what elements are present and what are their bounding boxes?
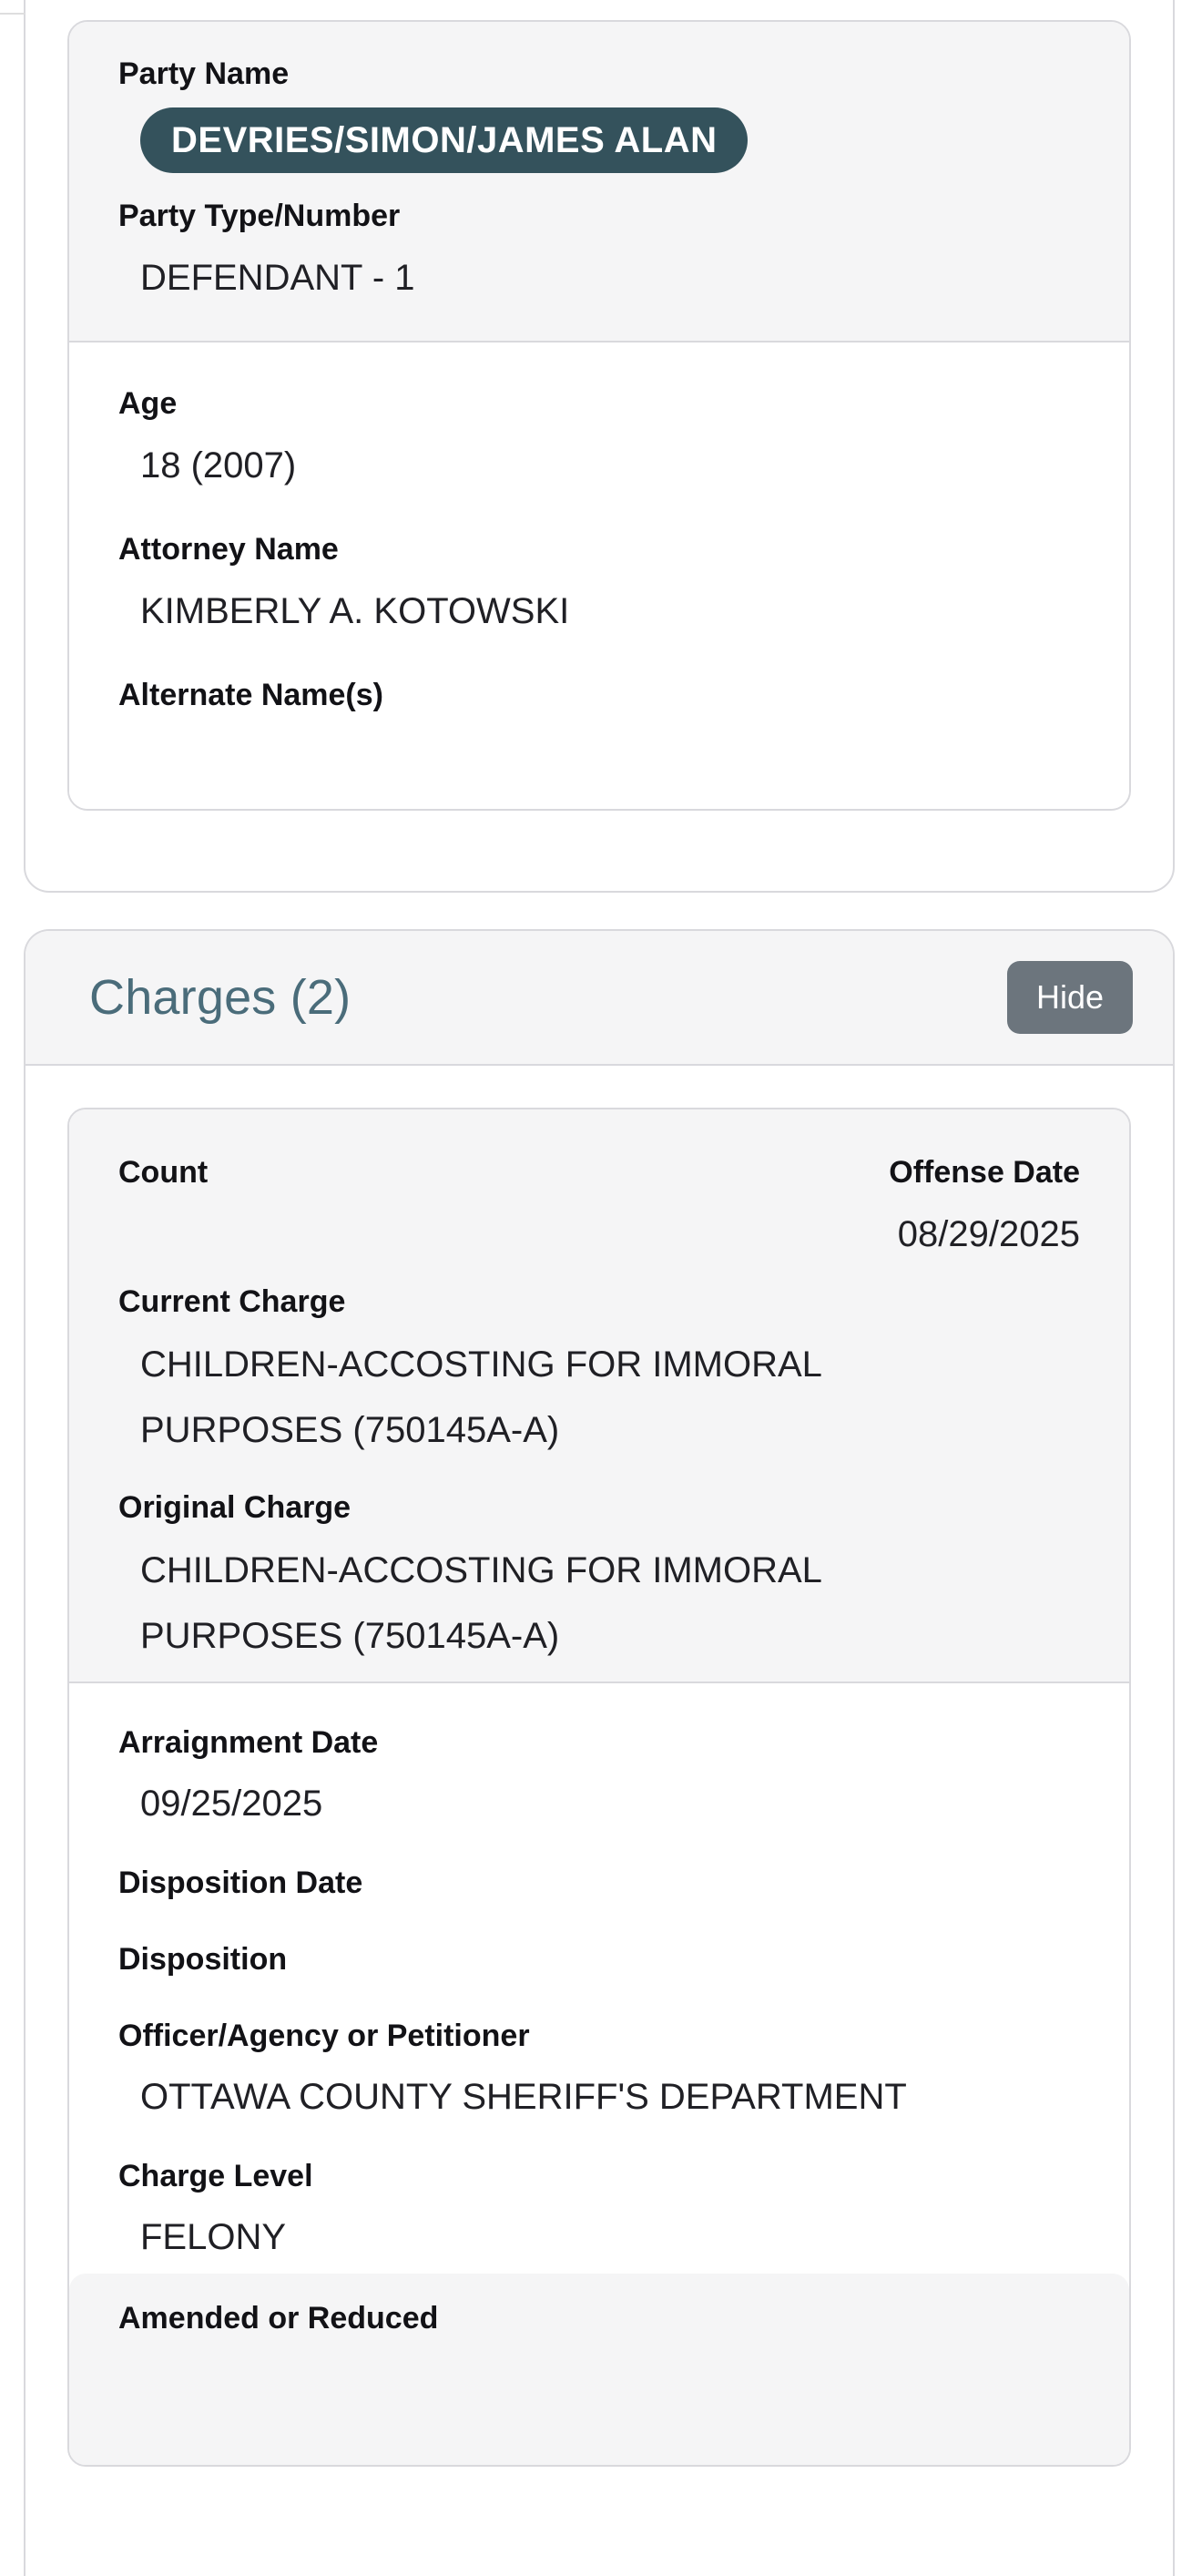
- charge-card: [67, 1108, 1131, 2467]
- charge-level-field: [118, 2157, 1080, 2259]
- charge-card-top-section: [69, 1109, 1129, 1683]
- arraignment-date-field: [118, 1723, 1080, 1825]
- hide-charges-button[interactable]: Hide: [1007, 961, 1133, 1034]
- current-charge-field: [118, 1283, 1080, 1463]
- party-type-label: Party Type/Number: [118, 199, 401, 233]
- charge-level-label: Charge Level: [118, 2159, 313, 2193]
- age-field: [118, 384, 1080, 488]
- arraignment-date-value: 09/25/2025: [140, 1784, 323, 1824]
- current-charge-line-1: CHILDREN-ACCOSTING FOR IMMORAL: [140, 1344, 822, 1385]
- original-charge-field: [118, 1488, 1080, 1669]
- officer-agency-value: OTTAWA COUNTY SHERIFF'S DEPARTMENT: [140, 2077, 907, 2117]
- party-name-label: Party Name: [118, 56, 290, 91]
- alternate-names-label: Alternate Name(s): [118, 678, 383, 712]
- disposition-label: Disposition: [118, 1942, 288, 1977]
- amended-or-reduced-field: [118, 2299, 1080, 2337]
- original-charge-line-2: PURPOSES (750145A-A): [140, 1616, 560, 1656]
- party-type-field: [118, 197, 1080, 301]
- charges-section-header: [25, 931, 1173, 1066]
- party-card-body: [69, 342, 1129, 809]
- current-charge-line-2: PURPOSES (750145A-A): [140, 1410, 560, 1450]
- officer-agency-field: [118, 2017, 1080, 2119]
- party-name-field: [118, 55, 1080, 173]
- attorney-name-label: Attorney Name: [118, 532, 339, 567]
- charges-section-title: Charges (2): [89, 970, 351, 1025]
- officer-agency-label: Officer/Agency or Petitioner: [118, 2019, 530, 2053]
- disposition-field: [118, 1940, 1080, 1978]
- party-card: [67, 20, 1131, 811]
- alternate-names-field: [118, 676, 1080, 714]
- charge-level-value: FELONY: [140, 2217, 287, 2257]
- age-label: Age: [118, 386, 178, 421]
- charge-card-middle-section: [69, 1683, 1129, 2274]
- count-offense-row: [118, 1153, 1080, 1191]
- count-label: Count: [118, 1155, 209, 1190]
- current-charge-label: Current Charge: [118, 1284, 346, 1319]
- disposition-date-label: Disposition Date: [118, 1866, 363, 1900]
- original-charge-label: Original Charge: [118, 1490, 351, 1525]
- party-card-header: [69, 22, 1129, 342]
- attorney-name-field: [118, 530, 1080, 634]
- original-charge-line-1: CHILDREN-ACCOSTING FOR IMMORAL: [140, 1550, 822, 1590]
- original-charge-value: [118, 1538, 1080, 1669]
- offense-date-label: Offense Date: [889, 1155, 1080, 1190]
- arraignment-date-label: Arraignment Date: [118, 1725, 379, 1760]
- amended-or-reduced-label: Amended or Reduced: [118, 2301, 439, 2336]
- party-name-badge: DEVRIES/SIMON/JAMES ALAN: [140, 107, 748, 173]
- party-type-value: DEFENDANT - 1: [140, 258, 415, 298]
- party-section-card: [24, 0, 1175, 893]
- attorney-name-value: KIMBERLY A. KOTOWSKI: [140, 591, 570, 631]
- offense-date-value: 08/29/2025: [897, 1214, 1080, 1254]
- age-value: 18 (2007): [140, 445, 297, 486]
- current-charge-value: [118, 1332, 1080, 1463]
- disposition-date-field: [118, 1864, 1080, 1902]
- charge-card-amended-section: [69, 2274, 1129, 2465]
- charges-section-body: [25, 1066, 1173, 2576]
- charges-section-card: [24, 929, 1175, 2576]
- left-edge-artifact-line: [0, 13, 25, 15]
